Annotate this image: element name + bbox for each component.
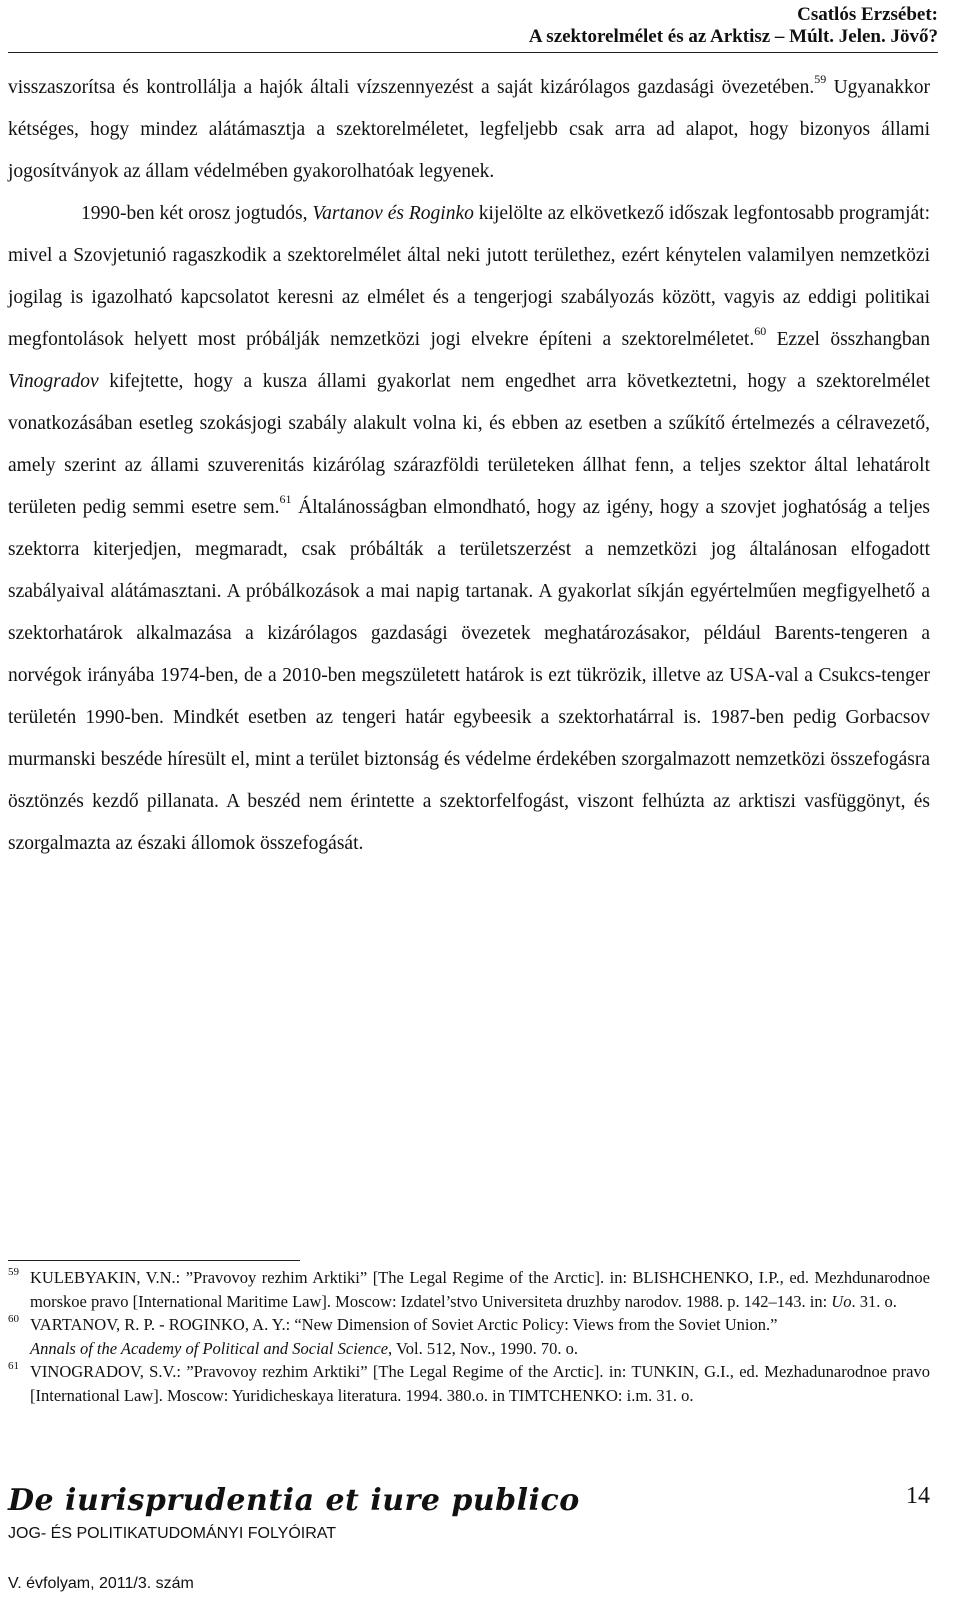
author-names: Vartanov és Roginko bbox=[312, 203, 474, 224]
footnote-ref-60[interactable]: 60 bbox=[754, 324, 767, 338]
body-text bbox=[8, 67, 930, 865]
running-header-author: Csatlós Erzsébet: bbox=[797, 4, 938, 25]
footnote-ref-59[interactable]: 59 bbox=[814, 72, 827, 86]
footnotes bbox=[8, 1266, 930, 1407]
footnote-59: 59 KULEBYAKIN, V.N.: ”Pravovoy rezhim Arktiki” [The Legal Regime of the Arctic]. in: BLISHCHENKO, I.P., ed. Mezhdunarodnoe morskoe pravo [International Maritime Law]. Moscow: Izdatel’stvo Universiteta druzhby narodov. 1988. p. 142–143. in: Uo. 31. o. bbox=[8, 1266, 930, 1313]
footnote-number: 61 bbox=[8, 1360, 19, 1372]
footnote-number: 59 bbox=[8, 1266, 19, 1278]
page-number: 14 bbox=[906, 1483, 930, 1509]
paragraph-2: 1990-ben két orosz jogtudós, Vartanov és Roginko kijelölte az elkövetkező időszak legfontosabb programját: mivel a Szovjetunió ragaszkodik a szektorelmélet által neki jutott területhez, ezért kénytelen valamilyen nemzetközi jogilag is igazolható kapcsolatot keresni az elmélet és a tengerjogi szabályozás között, vagyis az eddigi politikai megfontolások helyett most próbálják nemzetközi jogi elvekre építeni a szektorelméletet.$^{60}$ Ezzel összhangban Vinogradov kifejtette, hogy a kusza állami gyakorlat nem engedhet arra következtetni, hogy a szektorelmélet vonatkozásában esetleg szokásjogi szabály alakult volna ki, és ebben az esetben a szűkítő értelmezés a célravezető, amely szerint az állami szuverenitás kizárólag szárazföldi területeken állhat fenn, a teljes szektor által lehatárolt területen pedig semmi esetre sem.$^{61}$ Általánosságban elmondható, hogy az igény, hogy a szovjet joghatóság a teljes szektorra kiterjedjen, megmaradt, csak próbálták a területszerzést a nemzetközi jog általánosan elfogadott szabályaival alátámasztani. A próbálkozások a mai napig tartanak. A gyakorlat síkján egyértelműen megfigyelhető a szektorhatárok alkalmazása a kizárólagos gazdasági övezetek meghatározásakor, például Barents-tengeren a norvégok irányába 1974-ben, de a 2010-ben megszületett határok is ezt tükrözik, illetve az USA-val a Csukcs-tenger területén 1990-ben. Mindkét esetben az tengeri határ egybeesik a szektorhatárral is. 1987-ben pedig Gorbacsov murmanski beszéde híresült el, mint a terület biztonság és védelme érdekében szorgalmazott nemzetközi összefogásra ösztönzés kezdő pillanata. A beszéd nem érintette a szektorfelfogást, viszont felhúzta az arktiszi vasfüggönyt, és szorgalmazta az északi állomok összefogását. bbox=[8, 203, 931, 854]
footnote-ref-61[interactable]: 61 bbox=[279, 492, 292, 506]
footnote-number: 60 bbox=[8, 1313, 19, 1325]
running-header-title: A szektorelmélet és az Arktisz – Múlt. Jelen. Jövő? bbox=[528, 26, 938, 47]
header-rule bbox=[8, 52, 938, 53]
journal-volume: V. évfolyam, 2011/3. szám bbox=[8, 1575, 194, 1592]
author-name: Vinogradov bbox=[8, 371, 99, 392]
footnote-separator bbox=[8, 1260, 300, 1261]
footnote-60: 60 VARTANOV, R. P. - ROGINKO, A. Y.: “New Dimension of Soviet Arctic Policy: Views from the Soviet Union.” Annals of the Academy of Political and Social Science, Vol. 512, Nov., 1990. 70. o. bbox=[8, 1313, 798, 1360]
paragraph-1: visszaszorítsa és kontrollálja a hajók általi vízszennyezést a saját kizárólagos gazdasági övezetében.$^{59}$ Ugyanakkor kétséges, hogy mindez alátámasztja a szektorelméletet, legfeljebb csak arra ad alapot, hogy bizonyos állami jogosítványok az állam védelmében gyakorolhatóak legyenek. bbox=[8, 72, 930, 182]
journal-title: De iurisprudentia et iure publico bbox=[8, 1483, 580, 1518]
footnote-61: 61 VINOGRADOV, S.V.: ”Pravovoy rezhim Arktiki” [The Legal Regime of the Arctic]. in: TUNKIN, G.I., ed. Mezhadunarodnoe pravo [International Law]. Moscow: Yuridicheskaya literatura. 1994. 380.o. in TIMTCHENKO: i.m. 31. o. bbox=[8, 1360, 930, 1407]
journal-subtitle: JOG- ÉS POLITIKATUDOMÁNYI FOLYÓIRAT bbox=[8, 1525, 337, 1542]
